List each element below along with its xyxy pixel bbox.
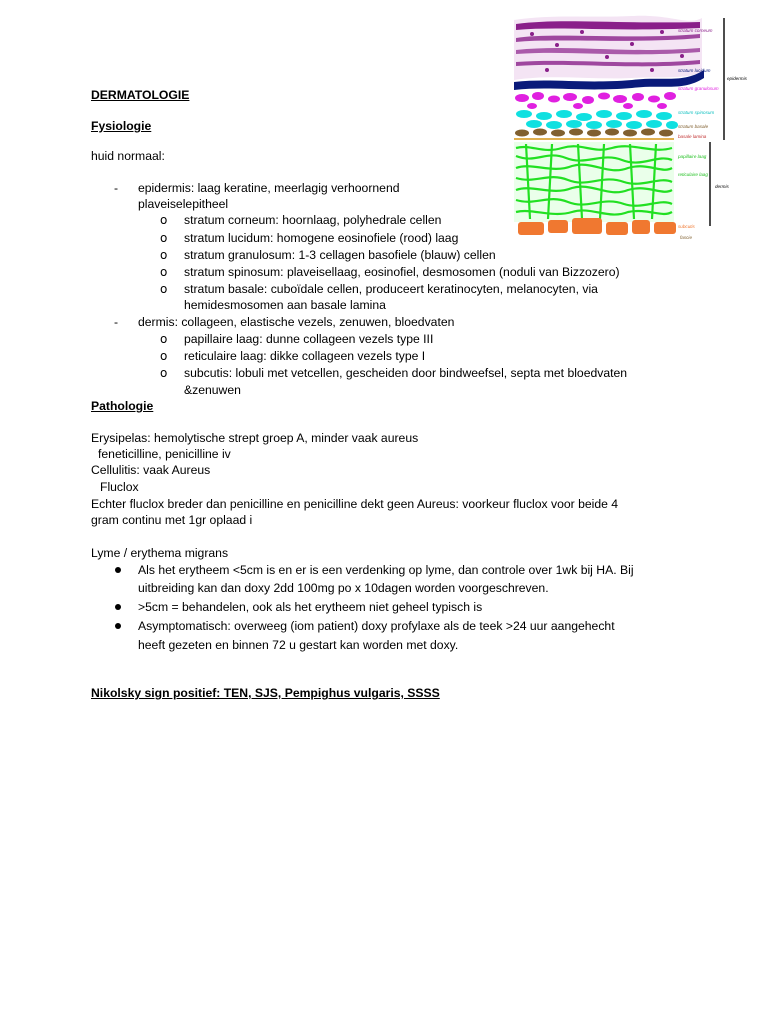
dermis-layer-item: reticulaire laag: dikke collageen vezels type I	[184, 349, 426, 363]
epidermis-layer-item-continued: hemidesmosomen aan basale lamina	[184, 298, 386, 312]
lyme-bullet: Als het erytheem <5cm is en er is een verdenking op lyme, dan controle over 1wk bij HA. Bij	[138, 563, 634, 577]
stratum-granulosum-layer	[515, 92, 676, 109]
bullet-dot	[115, 623, 121, 629]
label-stratum-lucidum: stratum lucidum	[678, 68, 711, 73]
epidermis-layer-item: stratum lucidum: homogene eosinofiele (rood) laag	[184, 231, 459, 245]
fluclox-note-continued: gram continu met 1gr oplaad i	[91, 513, 253, 527]
epidermis-layer-item: stratum corneum: hoornlaag, polyhedrale cellen	[184, 213, 442, 227]
label-stratum-corneum: stratum corneum	[678, 28, 713, 33]
lyme-bullet-continued: uitbreiding kan dan doxy 2dd 100mg po x 10dagen worden voorgeschreven.	[138, 581, 549, 595]
lyme-bullet: Asymptomatisch: overweeg (iom patient) doxy profylaxe als de teek >24 uur aangehecht	[138, 619, 615, 633]
lyme-bullet-continued: heeft gezeten en binnen 72 u gestart kan worden met doxy.	[138, 638, 459, 652]
label-subcutis: subcutis	[678, 224, 695, 229]
pathologie-heading: Pathologie	[91, 399, 154, 413]
basale-lamina-line	[514, 138, 674, 140]
erysipelas-line: Erysipelas: hemolytische strept groep A, minder vaak aureus	[91, 431, 419, 445]
epidermis-layer-item: stratum basale: cuboïdale cellen, produceert keratinocyten, melanocyten, via	[184, 282, 598, 296]
epidermis-line-continued: plaveiselepitheel	[138, 197, 229, 211]
lyme-bullet: >5cm = behandelen, ook als het erytheem niet geheel typisch is	[138, 600, 483, 614]
dermis-layer-item-continued: &zenuwen	[184, 383, 241, 397]
diagram-brackets	[710, 18, 724, 226]
erysipelas-treatment: feneticilline, penicilline iv	[98, 447, 231, 461]
circle-bullet: o	[160, 213, 168, 227]
dash-bullet: -	[114, 315, 119, 329]
label-fascie: fascie	[680, 235, 693, 240]
stratum-basale-layer	[515, 129, 673, 137]
stratum-spinosum-layer	[516, 110, 678, 129]
bullet-dot	[115, 567, 121, 573]
epidermis-line: epidermis: laag keratine, meerlagig verhoornend	[138, 181, 400, 195]
circle-bullet: o	[160, 282, 168, 296]
huid-normaal-intro: huid normaal:	[91, 149, 165, 163]
circle-bullet: o	[160, 366, 168, 380]
label-epidermis: epidermis	[727, 76, 747, 81]
skin-layers-diagram	[512, 14, 758, 242]
fluclox-note: Echter fluclox breder dan penicilline en penicilline dekt geen Aureus: voorkeur fluclox voor beide 4	[91, 497, 619, 511]
dermis-layer-item: subcutis: lobuli met vetcellen, gescheiden door bindweefsel, septa met bloedvaten	[184, 366, 628, 380]
nikolsky-line: Nikolsky sign positief: TEN, SJS, Pempighus vulgaris, SSSS	[91, 686, 440, 700]
label-basale-lamina: basale lamina	[678, 134, 707, 139]
dash-bullet: -	[114, 181, 119, 195]
dermis-layer-item: papillaire laag: dunne collageen vezels type III	[184, 332, 434, 346]
label-dermis: dermis	[715, 184, 729, 189]
label-stratum-spinosum: stratum spinosum	[678, 110, 715, 115]
circle-bullet: o	[160, 265, 168, 279]
circle-bullet: o	[160, 349, 168, 363]
label-reticulaire-laag: reticulaire laag	[678, 172, 708, 177]
bullet-dot	[115, 604, 121, 610]
cellulitis-treatment: Fluclox	[100, 480, 139, 494]
circle-bullet: o	[160, 248, 168, 262]
dermis-line: dermis: collageen, elastische vezels, zenuwen, bloedvaten	[138, 315, 455, 329]
epidermis-layer-item: stratum granulosum: 1-3 cellagen basofiele (blauw) cellen	[184, 248, 496, 262]
label-papillaire-laag: papillaire laag	[678, 154, 707, 159]
label-stratum-basale: stratum basale	[678, 124, 709, 129]
label-stratum-granulosum: stratum granulosum	[678, 86, 719, 91]
circle-bullet: o	[160, 231, 168, 245]
epidermis-layer-item: stratum spinosum: plaveisellaag, eosinofiel, desmosomen (noduli van Bizzozero)	[184, 265, 620, 279]
lyme-heading: Lyme / erythema migrans	[91, 546, 229, 560]
fysiologie-heading: Fysiologie	[91, 119, 152, 133]
page-title: DERMATOLOGIE	[91, 88, 190, 102]
cellulitis-line: Cellulitis: vaak Aureus	[91, 463, 211, 477]
circle-bullet: o	[160, 332, 168, 346]
